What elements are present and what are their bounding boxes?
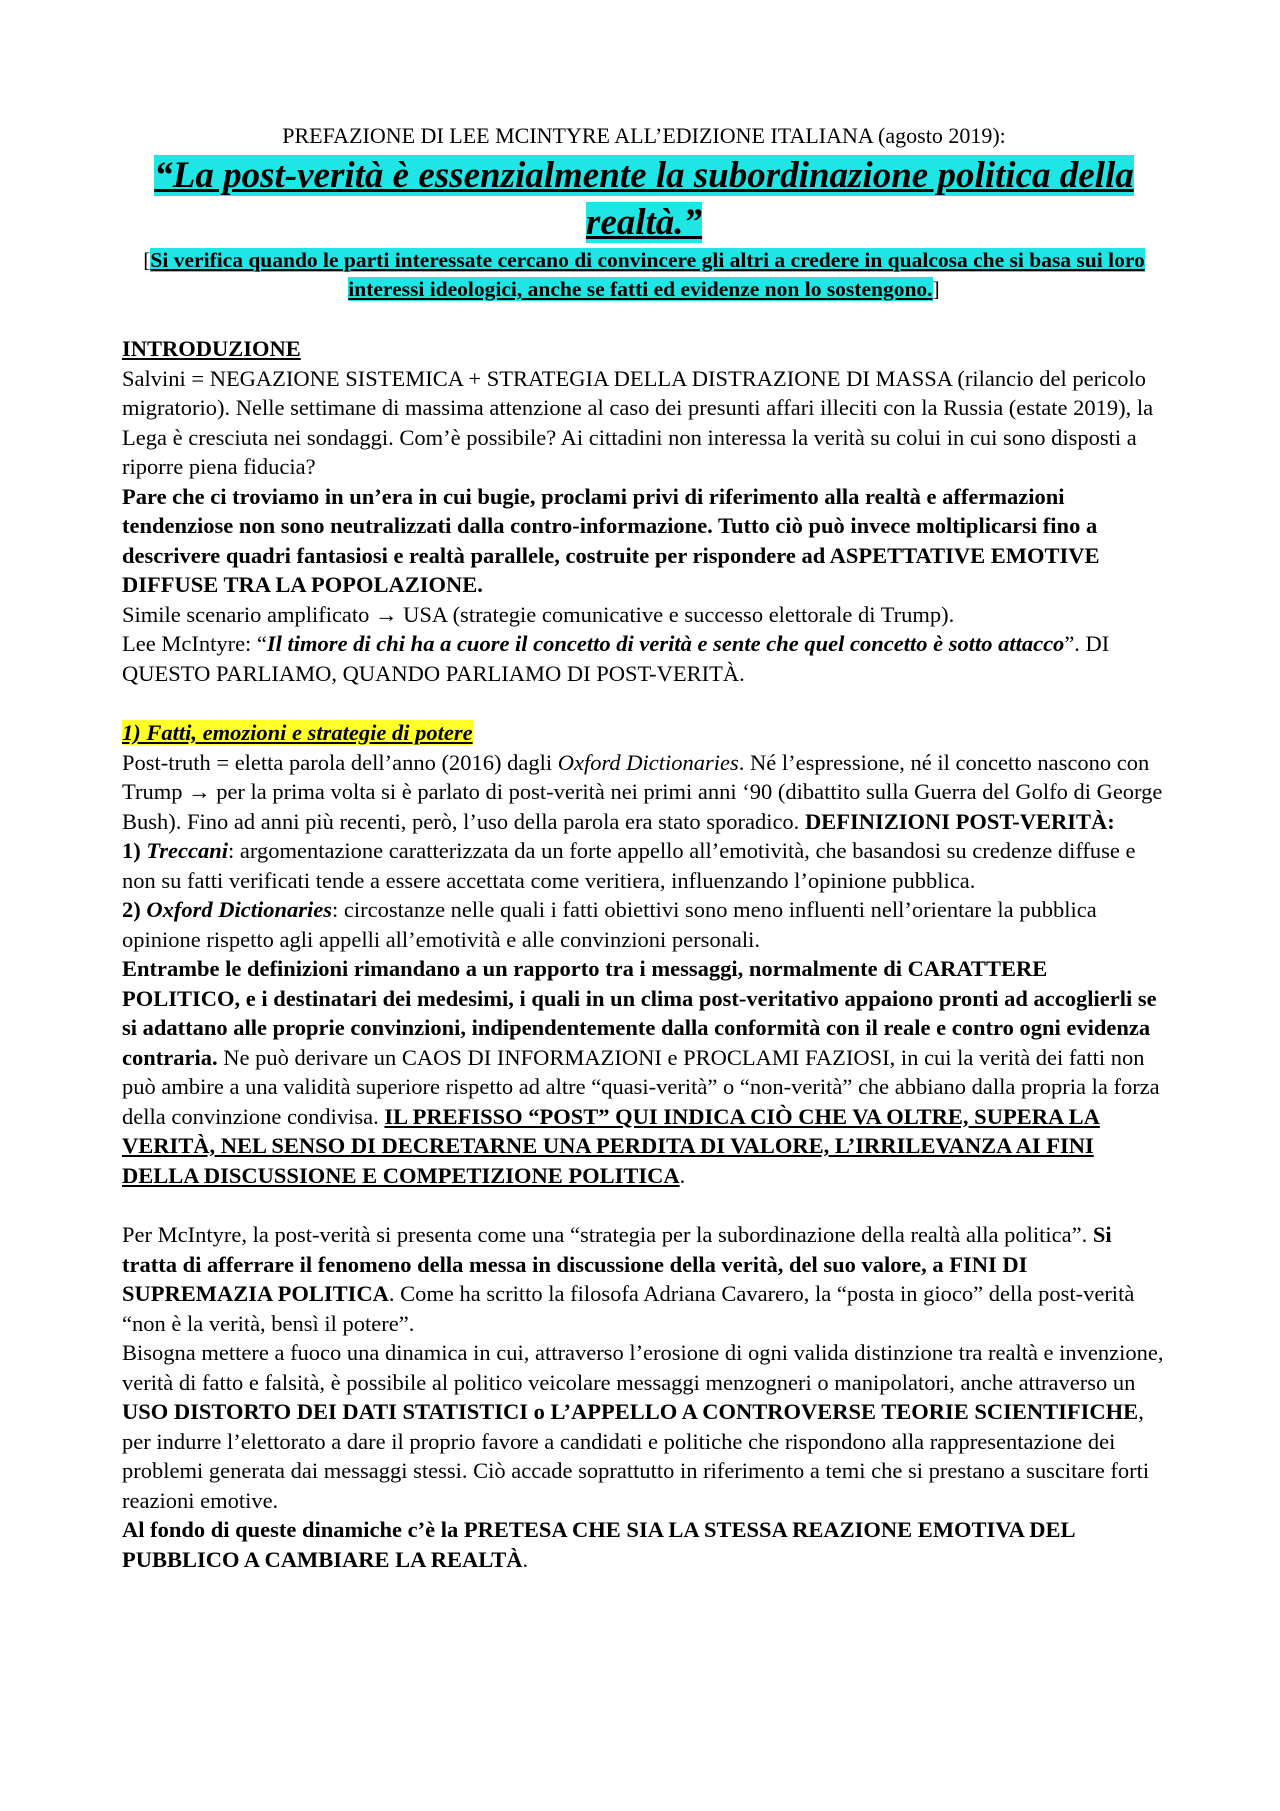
s1-p2-b: Ne può derivare un CAOS DI INFORMAZIONI e PROCLAMI FAZIOSI, in cui la verità dei fatti non può ambire a una validità superiore rispetto ad altre “quasi-verità” o “non-verità” che abbiano dalla propria la forza della convinzione condivisa. <box>122 1044 1160 1129</box>
s1-p3-a: Per McIntyre, la post-verità si presenta come una “strategia per la subordinazione della realtà alla politica”. <box>122 1222 1093 1247</box>
title-quote-text: “La post-verità è essenzialmente la subordinazione politica della realtà.” <box>154 155 1134 243</box>
title-quote <box>122 152 1166 246</box>
intro-p4-tail: ”. DI QUESTO PARLIAMO, QUANDO PARLIAMO DI POST-VERITÀ. <box>122 631 1110 686</box>
section1-paragraph-1 <box>122 748 1166 837</box>
section1-paragraph-3 <box>122 1220 1166 1338</box>
intro-paragraph-4 <box>122 629 1166 688</box>
quote-explanation <box>122 246 1166 304</box>
section1-heading <box>122 718 1166 748</box>
spacer <box>122 1190 1166 1220</box>
intro-paragraph-1: Salvini = NEGAZIONE SISTEMICA + STRATEGIA DELLA DISTRAZIONE DI MASSA (rilancio del pericolo migratorio). Nelle settimane di massima attenzione al caso dei presunti affari illeciti con la Russia (estate 2019), la Lega è cresciuta nei sondaggi. Com’è possibile? Ai cittadini non interessa la verità su colui in cui sono disposti a riporre piena fiducia? <box>122 365 1154 479</box>
s1-p5-a: Al fondo di queste dinamiche c’è la PRETESA CHE SIA LA STESSA REAZIONE EMOTIVA DEL PUBBLICO A CAMBIARE LA REALTÀ <box>122 1517 1075 1572</box>
spacer <box>122 304 1166 334</box>
s1-p4-b: USO DISTORTO DEI DATI STATISTICI o L’APPELLO A CONTROVERSE TEORIE SCIENTIFICHE <box>122 1399 1139 1424</box>
definition-1 <box>122 836 1166 895</box>
intro-p4-lead: Lee McIntyre: “ <box>122 631 267 656</box>
explanation-text: Si verifica quando le parti interessate cercano di convincere gli altri a credere in qualcosa che si basa sui loro interessi ideologici, anche se fatti ed evidenze non lo sostengono. <box>150 248 1145 301</box>
s1-p1-d: DEFINIZIONI POST-VERITÀ: <box>804 808 1115 834</box>
section1-paragraph-4 <box>122 1338 1166 1515</box>
s1-p4-a: Bisogna mettere a fuoco una dinamica in cui, attraverso l’erosione di ogni valida distinzione tra realtà e invenzione, verità di fatto e falsità, è possibile al politico veicolare messaggi menzogneri o manipolatori, anche attraverso un <box>122 1340 1164 1395</box>
def1-number: 1) <box>122 838 147 863</box>
intro-heading: INTRODUZIONE <box>122 336 301 361</box>
s1-p3-c: . Come ha scritto la filosofa Adriana Cavarero, la “posta in gioco” della post-verità “non è la verità, bensì il potere”. <box>122 1281 1135 1336</box>
section1-paragraph-5 <box>122 1515 1166 1574</box>
intro-paragraph-2: Pare che ci troviamo in un’era in cui bugie, proclami privi di riferimento alla realtà e affermazioni tendenziose non sono neutralizzati dalla contro-informazione. Tutto ciò può invece moltiplicarsi fino a descrivere quadri fantasiosi e realtà parallele, costruite per rispondere ad ASPETTATIVE EMOTIVE DIFFUSE TRA LA POPOLAZIONE. <box>122 483 1100 597</box>
s1-p4-c: , per indurre l’elettorato a dare il proprio favore a candidati e politiche che rispondono alla rappresentazione dei problemi generata dai messaggi stessi. Ciò accade soprattutto in riferimento a temi che si prestano a suscitare forti reazioni emotive. <box>122 1399 1150 1513</box>
s1-p2-c: IL PREFISSO “POST” QUI INDICA CIÒ CHE VA OLTRE, SUPERA LA VERITÀ, NEL SENSO DI DECRETARNE UNA PERDITA DI VALORE, L’IRRILEVANZA AI FINI DELLA DISCUSSIONE E COMPETIZIONE POLITICA <box>122 1103 1100 1188</box>
s1-p1-b: Oxford Dictionaries <box>557 749 739 775</box>
spacer <box>122 688 1166 718</box>
s1-p2-a: Entrambe le definizioni rimandano a un rapporto tra i messaggi, normalmente di CARATTERE POLITICO, e i destinatari dei medesimi, i quali in un clima post-veritativo appaiono pronti ad accoglierli se si adattano alle proprie convinzioni, indipendentemente dalla conformità con il reale e contro ogni evidenza contraria. <box>122 956 1157 1070</box>
def1-text: : argomentazione caratterizzata da un forte appello all’emotività, che basandosi su credenze diffuse e non su fatti verificati tende a essere accettata come veritiera, influenzando l’opinione pubblica. <box>122 838 1136 893</box>
s1-p3-b: Si tratta di afferrare il fenomeno della messa in discussione della verità, del suo valore, a FINI DI SUPREMAZIA POLITICA <box>122 1222 1112 1306</box>
intro-p4-quote: Il timore di chi ha a cuore il concetto di verità e sente che quel concetto è sotto attacco <box>266 631 1065 656</box>
section1-heading-text: 1) Fatti, emozioni e strategie di potere <box>122 720 473 745</box>
s1-p2-d: . <box>679 1162 686 1188</box>
def1-term: Treccani <box>146 838 229 863</box>
intro-paragraph-3: Simile scenario amplificato → USA (strategie comunicative e successo elettorale di Trump). <box>122 601 955 627</box>
bracket-close: ] <box>932 277 940 301</box>
s1-p1-a: Post-truth = eletta parola dell’anno (2016) dagli <box>122 749 558 775</box>
bracket-open: [ <box>143 248 151 272</box>
def2-term: Oxford Dictionaries <box>146 897 332 922</box>
def2-number: 2) <box>122 897 147 922</box>
s1-p1-c: . Né l’espressione, né il concetto nascono con Trump → per la prima volta si è parlato di post-verità nei primi anni ‘90 (dibattito sulla Guerra del Golfo di George Bush). Fino ad anni più recenti, però, l’uso della parola era stato sporadico. <box>122 749 1163 834</box>
s1-p5-b: . <box>522 1546 529 1572</box>
section1-paragraph-2 <box>122 954 1166 1190</box>
def2-text: : circostanze nelle quali i fatti obiettivi sono meno influenti nell’orientare la pubblica opinione rispetto agli appelli all’emotività e alle convinzioni personali. <box>122 897 1097 952</box>
document-body <box>122 122 1166 1574</box>
definition-2 <box>122 895 1166 954</box>
preface-line: PREFAZIONE DI LEE MCINTYRE ALL’EDIZIONE ITALIANA (agosto 2019): <box>282 123 1006 148</box>
